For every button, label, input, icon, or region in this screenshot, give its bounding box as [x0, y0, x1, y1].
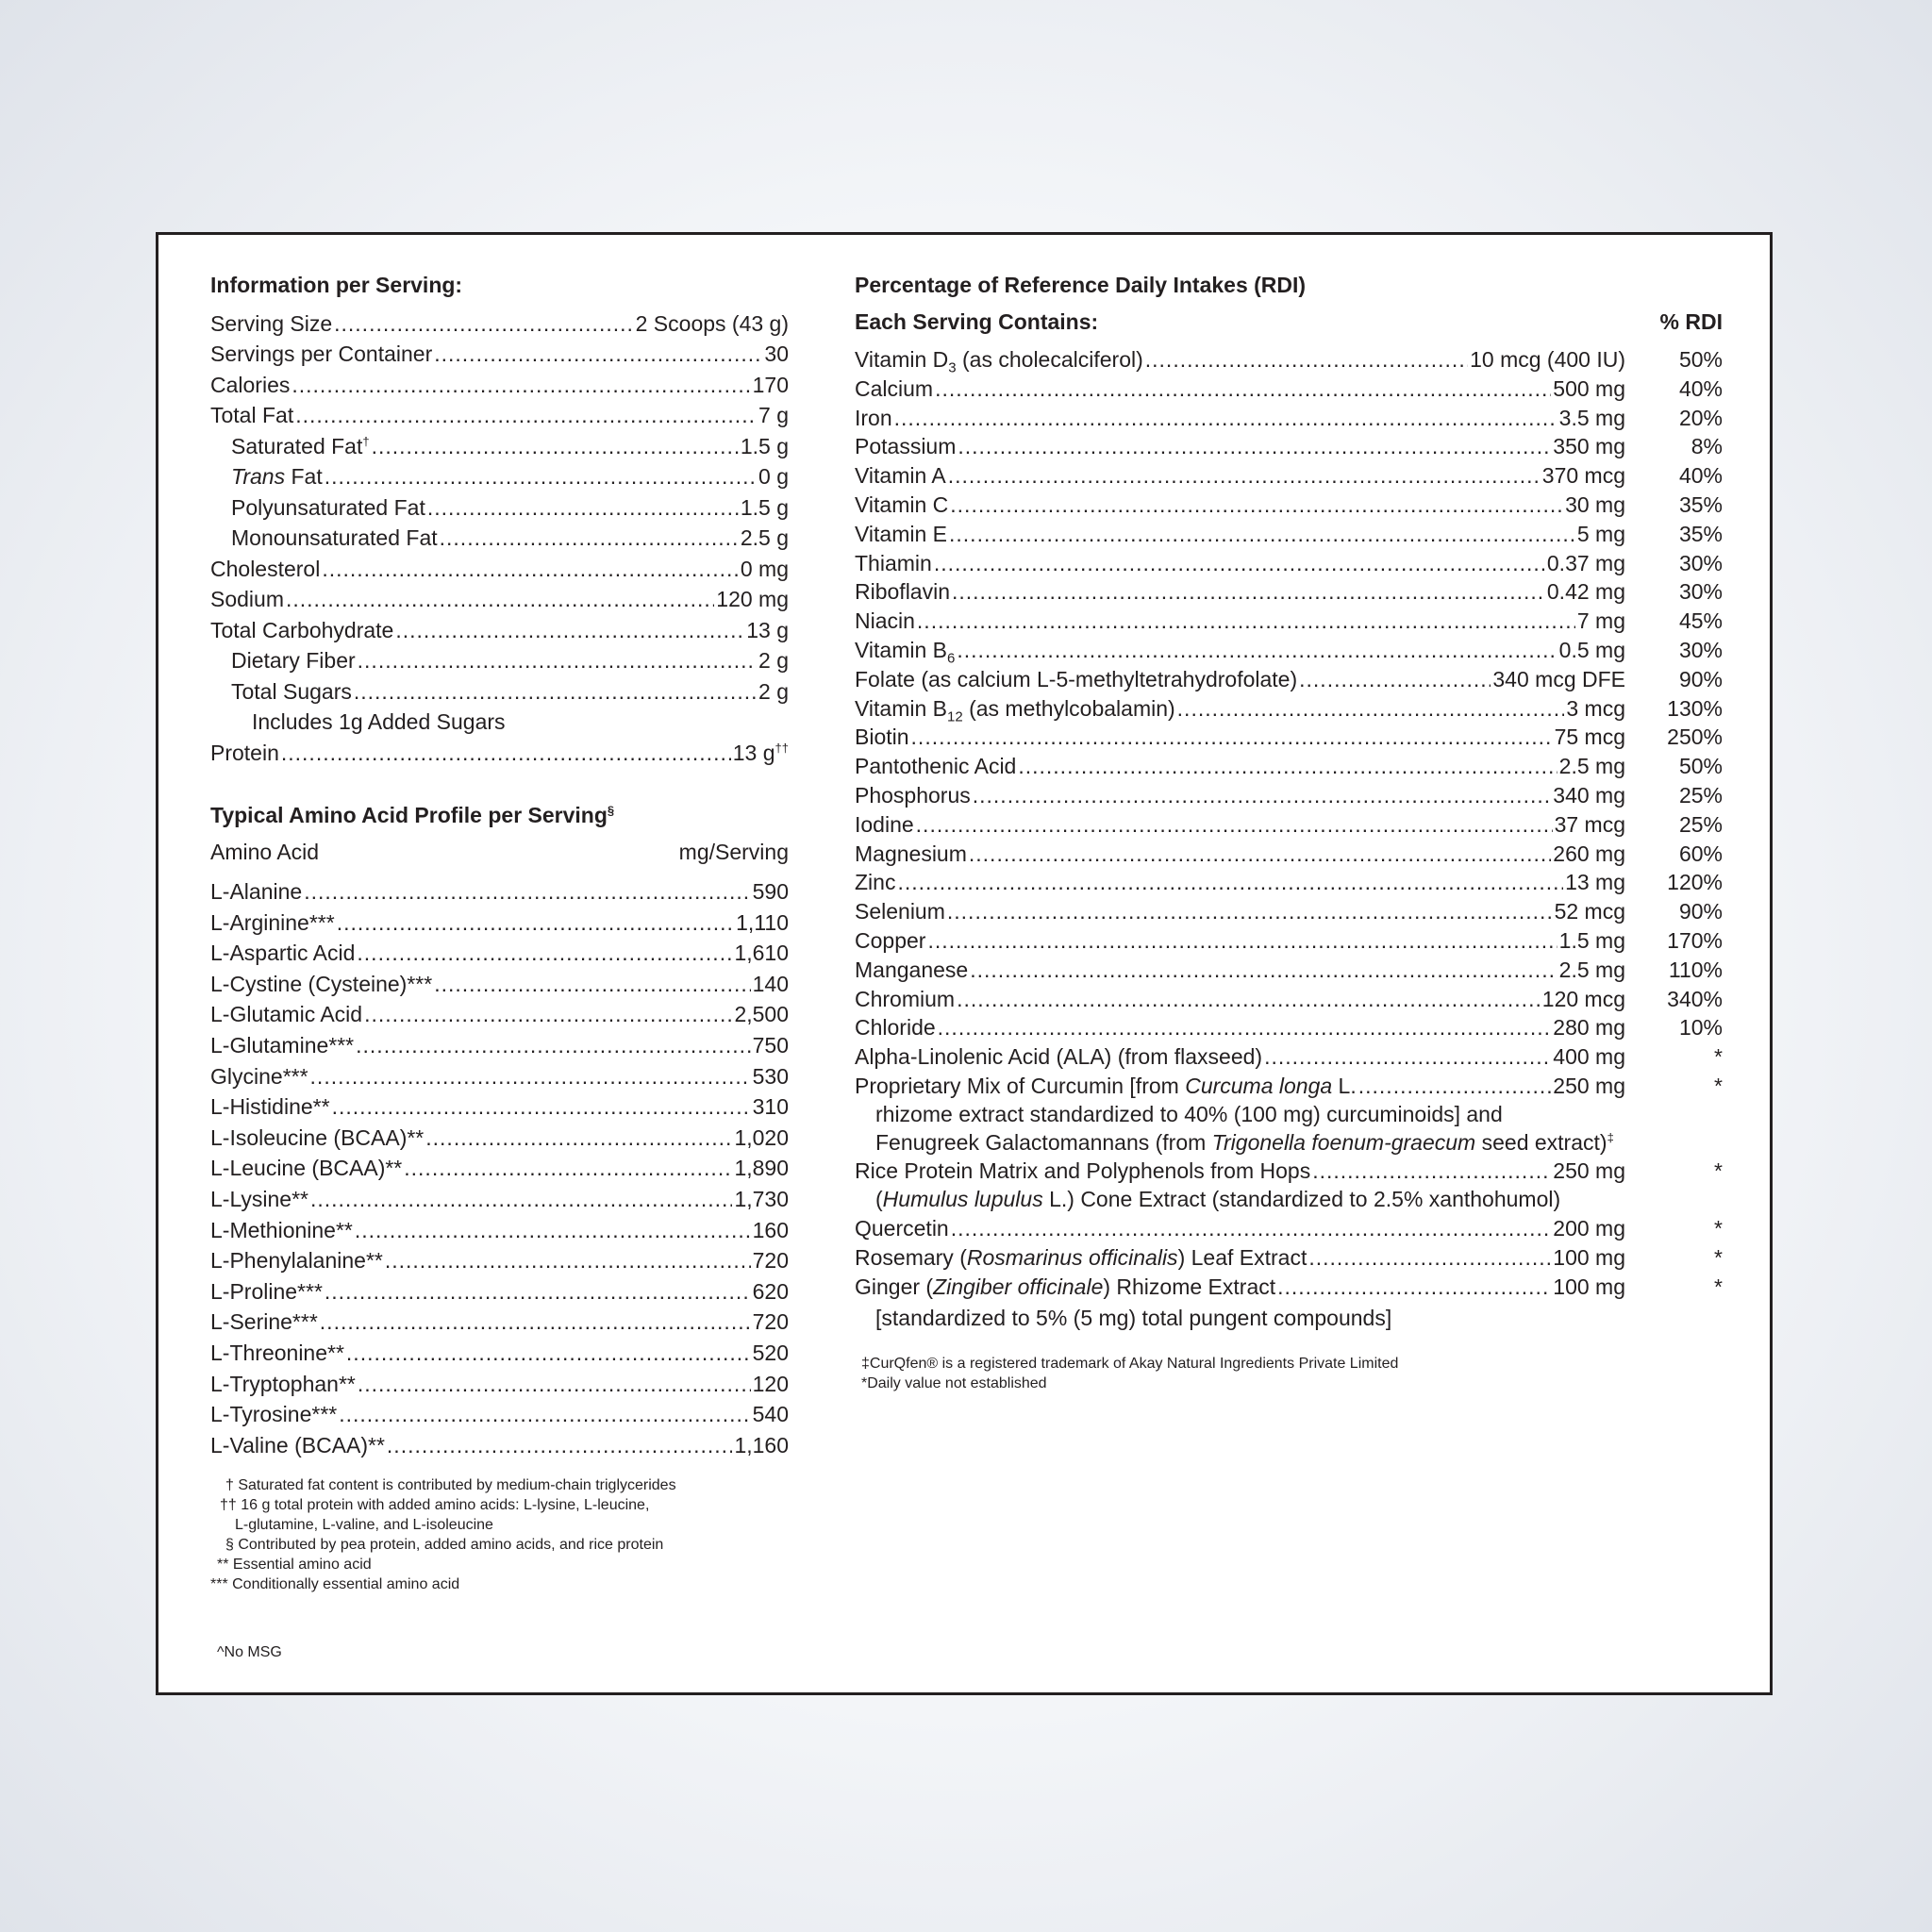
amino-acid-name: L-Tryptophan**: [210, 1371, 356, 1396]
amino-acid-amount: 140: [752, 971, 789, 996]
nutrient-rdi-percent: 50%: [1678, 347, 1723, 372]
nutrient-name: Selenium: [855, 899, 945, 924]
nutrient-amount: 340 mcg DFE: [1492, 666, 1625, 691]
nutrient-row: Rosemary (Rosmarinus officinalis) Leaf Extract ..... 100 mg *: [855, 1243, 1723, 1272]
nutrient-amount: 2.5 mg: [1558, 754, 1625, 779]
nutrient-row: [855, 985, 1723, 1013]
nutrient-amount: 13 mg: [1565, 870, 1625, 895]
info-row: Saturated Fat† ..... 1.5 g: [231, 432, 789, 460]
nutrient-rdi-percent: 90%: [1678, 899, 1723, 924]
amino-acid-amount: 720: [752, 1309, 789, 1335]
nutrient-continuation: rhizome extract standardized to 40% (100 mg) curcuminoids] and: [875, 1102, 1503, 1126]
footnote: ** Essential amino acid: [217, 1557, 372, 1573]
info-row: Sodium ..... 120 mg: [210, 585, 789, 613]
nutrient-row: [855, 752, 1723, 780]
amino-acid-amount: 310: [752, 1094, 789, 1120]
nutrient-amount: 30 mg: [1565, 492, 1625, 517]
amino-acid-name: L-Isoleucine (BCAA)**: [210, 1124, 425, 1150]
amino-acid-row: [210, 970, 789, 998]
info-row: Calories ..... 170: [210, 371, 789, 399]
nutrient-row: [855, 781, 1723, 809]
nutrient-amount: 37 mcg: [1554, 811, 1625, 837]
amino-acid-name: L-Tyrosine***: [210, 1402, 338, 1427]
amino-acid-name: L-Methionine**: [210, 1217, 353, 1242]
amino-acid-row: [210, 1339, 789, 1367]
rdi-column-header: Each Serving Contains: % RDI: [855, 309, 1723, 334]
nutrient-rdi-percent: 45%: [1678, 608, 1723, 634]
nutrient-rdi-percent: 20%: [1678, 405, 1723, 430]
nutrient-row: [855, 956, 1723, 984]
nutrient-name: Vitamin $B_6$: [855, 638, 956, 667]
nutrient-amount: 1.5 mg: [1558, 928, 1625, 953]
nutrient-rdi-percent: 30%: [1678, 638, 1723, 662]
nutrient-name: Vitamin C: [855, 492, 949, 517]
nutrient-amount: 120 mcg: [1541, 986, 1625, 1011]
nutrient-row: [855, 694, 1723, 723]
amino-acid-row: [210, 939, 789, 967]
nutrient-amount: 3 mcg: [1566, 695, 1625, 721]
amino-acid-amount: 1,890: [734, 1156, 789, 1181]
amino-acid-row: [210, 1062, 789, 1091]
amino-acid-row: [210, 1216, 789, 1244]
nutrient-amount: 0.5 mg: [1558, 638, 1625, 662]
nutrient-amount: 370 mcg: [1541, 463, 1625, 489]
nutrient-amount: 7 mg: [1576, 608, 1625, 634]
amino-acid-row: [210, 1277, 789, 1306]
amino-acid-amount: 1,160: [734, 1432, 789, 1457]
nutrient-rdi-percent: 60%: [1678, 841, 1723, 866]
nutrient-row: [855, 723, 1723, 751]
nutrient-rdi-percent: 8%: [1690, 434, 1723, 459]
amino-acid-row: [210, 908, 789, 937]
nutrient-rdi-percent: 25%: [1678, 783, 1723, 808]
nutrient-rdi-percent: 35%: [1678, 492, 1723, 517]
info-row: Protein ..... 13 g††: [210, 739, 789, 767]
nutrient-rdi-percent: 130%: [1667, 695, 1723, 721]
nutrient-name: Niacin: [855, 608, 915, 634]
footnote: † Saturated fat content is contributed by medium-chain triglycerides: [225, 1477, 676, 1493]
amino-acid-name: L-Valine (BCAA)**: [210, 1432, 385, 1457]
info-row: Serving Size ..... 2 Scoops (43 g): [210, 309, 789, 338]
amino-acid-amount: 1,110: [736, 909, 789, 935]
nutrient-row: [855, 345, 1723, 374]
nutrient-row: [855, 1042, 1723, 1071]
nutrient-name: Manganese: [855, 957, 969, 982]
nutrient-rdi-percent: 170%: [1667, 928, 1723, 953]
nutrient-rdi-percent: 40%: [1678, 375, 1723, 401]
nutrient-rdi-percent: 40%: [1678, 463, 1723, 489]
nutrient-rdi-percent: 110%: [1668, 957, 1723, 982]
nutrient-row: [855, 404, 1723, 432]
nutrient-name: Chloride: [855, 1015, 936, 1041]
nutrient-amount: 350 mg: [1553, 434, 1625, 459]
nutrient-row: [855, 897, 1723, 925]
amino-acid-amount: 120: [752, 1371, 789, 1396]
nutrient-name: Iron: [855, 405, 892, 430]
added-sugars-text: Includes 1g Added Sugars: [252, 709, 506, 734]
nutrient-row: Quercetin ..... 200 mg *: [855, 1214, 1723, 1242]
info-row: Polyunsaturated Fat ..... 1.5 g: [231, 493, 789, 522]
amino-acid-row: [210, 877, 789, 906]
info-row: Monounsaturated Fat ..... 2.5 g: [231, 524, 789, 552]
amino-acid-row: [210, 1031, 789, 1059]
rdi-heading: Percentage of Reference Daily Intakes (RDI): [855, 273, 1307, 297]
nutrient-name: Potassium: [855, 434, 957, 459]
nutrient-rdi-percent: 10%: [1678, 1015, 1723, 1041]
nutrient-rdi-percent: 340%: [1667, 986, 1723, 1011]
amino-acid-row: [210, 1092, 789, 1121]
nutrient-rdi-percent: *: [1714, 1044, 1723, 1070]
footnote: †† 16 g total protein with added amino acids: L-lysine, L-leucine,: [220, 1497, 650, 1513]
amino-acid-amount: 2,500: [734, 1002, 789, 1027]
info-row: Total Carbohydrate ..... 13 g: [210, 616, 789, 644]
nutrient-rdi-percent: 250%: [1667, 724, 1723, 750]
nutrient-row: [855, 432, 1723, 460]
nutrient-continuation: Fenugreek Galactomannans (from Trigonella foenum-graecum seed extract)‡: [875, 1130, 1614, 1155]
nutrient-row: [855, 491, 1723, 519]
nutrient-name: Vitamin E: [855, 521, 948, 546]
nutrient-row: [855, 520, 1723, 548]
amino-acid-row: [210, 1154, 789, 1182]
info-row: Total Sugars ..... 2 g: [231, 677, 789, 706]
info-row: Dietary Fiber ..... 2 g: [231, 646, 789, 675]
nutrient-row: [855, 665, 1723, 693]
info-row: Total Fat ..... 7 g: [210, 401, 789, 429]
amino-acid-row: [210, 1400, 789, 1428]
nutrient-name: Vitamin $D_3$ (as cholecalciferol): [855, 347, 1143, 376]
amino-acid-amount: 1,610: [734, 941, 789, 966]
nutrient-amount: 260 mg: [1553, 841, 1625, 866]
nutrient-amount: 340 mg: [1553, 783, 1625, 808]
amino-acid-name: L-Histidine**: [210, 1094, 330, 1120]
nutrient-row: [855, 868, 1723, 896]
amino-acid-name: L-Alanine: [210, 879, 303, 904]
nutrient-amount: 2.5 mg: [1558, 957, 1625, 982]
nutrient-row: [855, 375, 1723, 403]
nutrient-amount: 5 mg: [1576, 521, 1625, 546]
nutrient-rdi-percent: 50%: [1678, 754, 1723, 779]
info-row: Trans Fat ..... 0 g: [231, 462, 789, 491]
footnote: *** Conditionally essential amino acid: [210, 1576, 460, 1592]
nutrient-name: Vitamin $B_{12}$ (as methylcobalamin): [855, 695, 1175, 725]
nutrient-name: Calcium: [855, 375, 934, 401]
nutrient-name: Magnesium: [855, 841, 967, 866]
nutrient-row: [855, 840, 1723, 868]
nutrient-name: Copper: [855, 928, 926, 953]
no-msg-note: ^No MSG: [217, 1644, 282, 1660]
nutrient-name: Alpha-Linolenic Acid (ALA) (from flaxseed): [855, 1044, 1263, 1070]
amino-acid-name: L-Glutamic Acid: [210, 1002, 363, 1027]
amino-acid-amount: 590: [752, 879, 789, 904]
nutrient-amount: 280 mg: [1553, 1015, 1625, 1041]
nutrient-amount: 75 mcg: [1554, 724, 1625, 750]
amino-acid-name: L-Arginine***: [210, 909, 335, 935]
nutrient-rdi-percent: 90%: [1678, 666, 1723, 691]
amino-acid-row: [210, 1431, 789, 1459]
nutrient-row: [855, 810, 1723, 839]
nutrient-continuation: (Humulus lupulus L.) Cone Extract (standardized to 2.5% xanthohumol): [875, 1187, 1561, 1211]
nutrient-name: Biotin: [855, 724, 909, 750]
footnote: ‡CurQfen® is a registered trademark of Akay Natural Ingredients Private Limited: [861, 1356, 1399, 1372]
amino-acid-name: L-Aspartic Acid: [210, 941, 356, 966]
nutrient-row: [855, 636, 1723, 667]
amino-acid-amount: 1,730: [734, 1187, 789, 1211]
nutrient-continuation: [standardized to 5% (5 mg) total pungent compounds]: [875, 1306, 1392, 1330]
nutrient-name: Pantothenic Acid: [855, 754, 1017, 779]
amino-heading: Typical Amino Acid Profile per Serving§: [210, 803, 615, 827]
amino-acid-name: L-Threonine**: [210, 1341, 344, 1365]
nutrient-rdi-percent: 30%: [1678, 579, 1723, 605]
amino-acid-amount: 750: [752, 1033, 789, 1058]
amino-acid-row: [210, 1000, 789, 1028]
nutrient-name: Phosphorus: [855, 783, 971, 808]
nutrient-name: Folate (as calcium L-5-methyltetrahydrofolate): [855, 666, 1298, 691]
nutrient-name: Chromium: [855, 986, 956, 1011]
info-row: Servings per Container ..... 30: [210, 340, 789, 368]
amino-acid-name: L-Cystine (Cysteine)***: [210, 971, 433, 996]
amino-acid-row: [210, 1246, 789, 1274]
nutrient-rdi-percent: 25%: [1678, 811, 1723, 837]
nutrient-rdi-percent: 35%: [1678, 521, 1723, 546]
nutrient-name: Zinc: [855, 870, 896, 895]
amino-acid-amount: 540: [752, 1402, 789, 1427]
footnote: *Daily value not established: [861, 1375, 1047, 1391]
amino-acid-row: [210, 1370, 789, 1398]
nutrient-amount: 500 mg: [1553, 375, 1625, 401]
amino-acid-amount: 720: [752, 1248, 789, 1274]
amino-acid-name: L-Phenylalanine**: [210, 1248, 383, 1274]
nutrient-name: Vitamin A: [855, 463, 946, 489]
nutrient-amount: 3.5 mg: [1558, 405, 1625, 430]
nutrient-amount: 400 mg: [1553, 1044, 1625, 1070]
info-row: Cholesterol ..... 0 mg: [210, 555, 789, 583]
nutrient-row: [855, 549, 1723, 577]
nutrient-name: Thiamin: [855, 550, 932, 575]
amino-acid-row: [210, 1185, 789, 1213]
amino-acid-row: [210, 1307, 789, 1336]
nutrient-name: Riboflavin: [855, 579, 950, 605]
nutrient-name: Iodine: [855, 811, 914, 837]
nutrient-row: [855, 607, 1723, 635]
nutrient-amount: 10 mcg (400 IU): [1470, 347, 1625, 372]
nutrient-amount: 52 mcg: [1554, 899, 1625, 924]
amino-acid-amount: 160: [752, 1217, 789, 1242]
nutrient-row: [855, 926, 1723, 955]
amino-acid-name: L-Lysine**: [210, 1187, 308, 1211]
nutrient-row: Proprietary Mix of Curcumin [from Curcuma longa L. ..... 250 mg *: [855, 1072, 1723, 1100]
amino-acid-name: L-Serine***: [210, 1309, 318, 1335]
amino-acid-name: L-Proline***: [210, 1278, 323, 1304]
nutrient-amount: 0.37 mg: [1546, 550, 1625, 575]
info-heading: Information per Serving:: [210, 273, 463, 297]
nutrient-rdi-percent: 120%: [1667, 870, 1723, 895]
amino-acid-amount: 520: [752, 1341, 789, 1365]
nutrient-row: [855, 1013, 1723, 1041]
footnote: L-glutamine, L-valine, and L-isoleucine: [235, 1517, 493, 1533]
amino-acid-name: L-Glutamine***: [210, 1033, 355, 1058]
nutrient-row: [855, 577, 1723, 606]
amino-acid-name: Glycine***: [210, 1063, 308, 1089]
nutrient-row: Ginger (Zingiber officinale) Rhizome Extract ..... 100 mg *: [855, 1273, 1723, 1301]
supplement-facts-panel: [156, 232, 1773, 1695]
amino-acid-amount: 530: [752, 1063, 789, 1089]
amino-acid-row: [210, 1124, 789, 1152]
amino-acid-amount: 620: [752, 1278, 789, 1304]
amino-acid-amount: 1,020: [734, 1124, 789, 1150]
nutrient-rdi-percent: 30%: [1678, 550, 1723, 575]
nutrient-amount: 0.42 mg: [1546, 579, 1625, 605]
amino-acid-name: L-Leucine (BCAA)**: [210, 1156, 403, 1181]
amino-column-header: Amino Acid mg/Serving: [210, 840, 789, 864]
nutrient-row: Rice Protein Matrix and Polyphenols from Hops ..... 250 mg *: [855, 1157, 1723, 1185]
nutrient-row: [855, 461, 1723, 490]
footnote: § Contributed by pea protein, added amino acids, and rice protein: [225, 1537, 664, 1553]
